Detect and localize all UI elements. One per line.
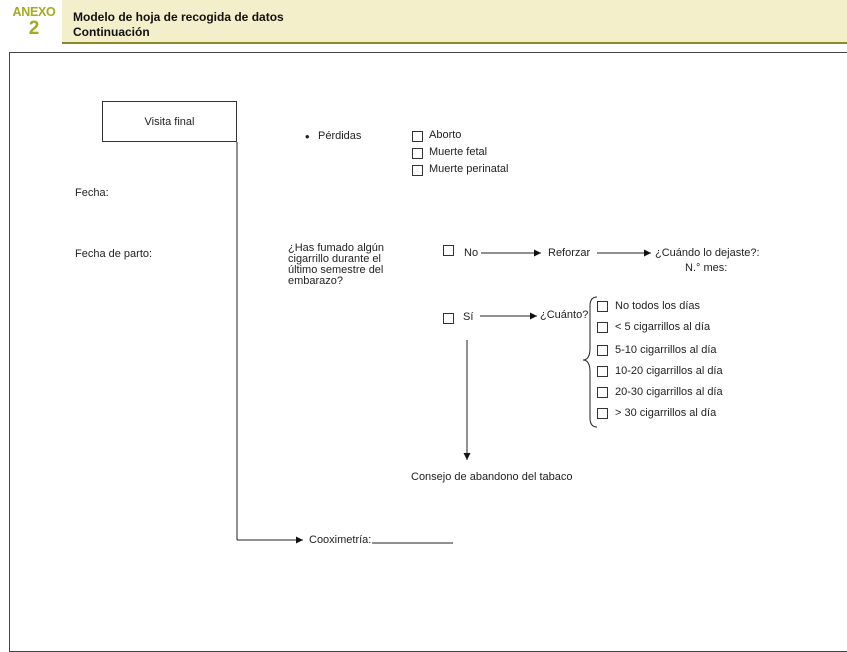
date-label: Fecha: xyxy=(75,187,109,199)
amount-option-label: 20-30 cigarrillos al día xyxy=(615,386,723,398)
final-visit-box xyxy=(102,101,237,142)
smoking-question-line: ¿Has fumado algún xyxy=(288,242,384,254)
amount-option-label: < 5 cigarrillos al día xyxy=(615,321,711,333)
amount-option-checkbox[interactable] xyxy=(597,366,608,377)
annex-word: ANEXO xyxy=(12,5,56,19)
annex-number: 2 xyxy=(28,18,40,39)
yes-label: Sí xyxy=(463,311,474,323)
losses-label: Pérdidas xyxy=(318,130,362,142)
amount-option-checkbox[interactable] xyxy=(597,387,608,398)
losses-option-label: Muerte perinatal xyxy=(429,163,509,175)
losses-option-checkbox[interactable] xyxy=(412,165,423,176)
page-title: Modelo de hoja de recogida de datos xyxy=(73,10,284,24)
smoking-question-line: último semestre del xyxy=(288,264,384,276)
losses-option-checkbox[interactable] xyxy=(412,148,423,159)
quit-question-label: ¿Cuándo lo dejaste?: xyxy=(655,247,760,259)
losses-option-label: Aborto xyxy=(429,129,462,141)
amount-option-label: No todos los días xyxy=(615,300,700,312)
amount-option-checkbox[interactable] xyxy=(597,408,608,419)
how-many-label: ¿Cuánto? xyxy=(540,309,589,321)
losses-option-checkbox[interactable] xyxy=(412,131,423,142)
smoking-question-line: cigarrillo durante el xyxy=(288,253,381,265)
delivery-date-label: Fecha de parto: xyxy=(75,248,153,260)
month-label: N.° mes: xyxy=(685,262,728,274)
amount-option-label: 10-20 cigarrillos al día xyxy=(615,365,723,377)
quit-advice-label: Consejo de abandono del tabaco xyxy=(411,471,573,483)
reinforce-label: Reforzar xyxy=(548,247,591,259)
page-subtitle: Continuación xyxy=(73,25,150,39)
amount-option-label: > 30 cigarrillos al día xyxy=(615,407,717,419)
losses-bullet: • xyxy=(305,129,310,144)
amount-option-checkbox[interactable] xyxy=(597,301,608,312)
no-checkbox[interactable] xyxy=(443,245,454,256)
no-label: No xyxy=(464,247,479,259)
final-visit-label: Visita final xyxy=(144,116,195,128)
amount-option-checkbox[interactable] xyxy=(597,322,608,333)
amount-option-checkbox[interactable] xyxy=(597,345,608,356)
amount-option-label: 5-10 cigarrillos al día xyxy=(615,344,717,356)
smoking-question-line: embarazo? xyxy=(288,275,344,287)
losses-option-label: Muerte fetal xyxy=(429,146,488,158)
yes-checkbox[interactable] xyxy=(443,313,454,324)
cooximetry-label: Cooximetría: xyxy=(309,534,372,546)
